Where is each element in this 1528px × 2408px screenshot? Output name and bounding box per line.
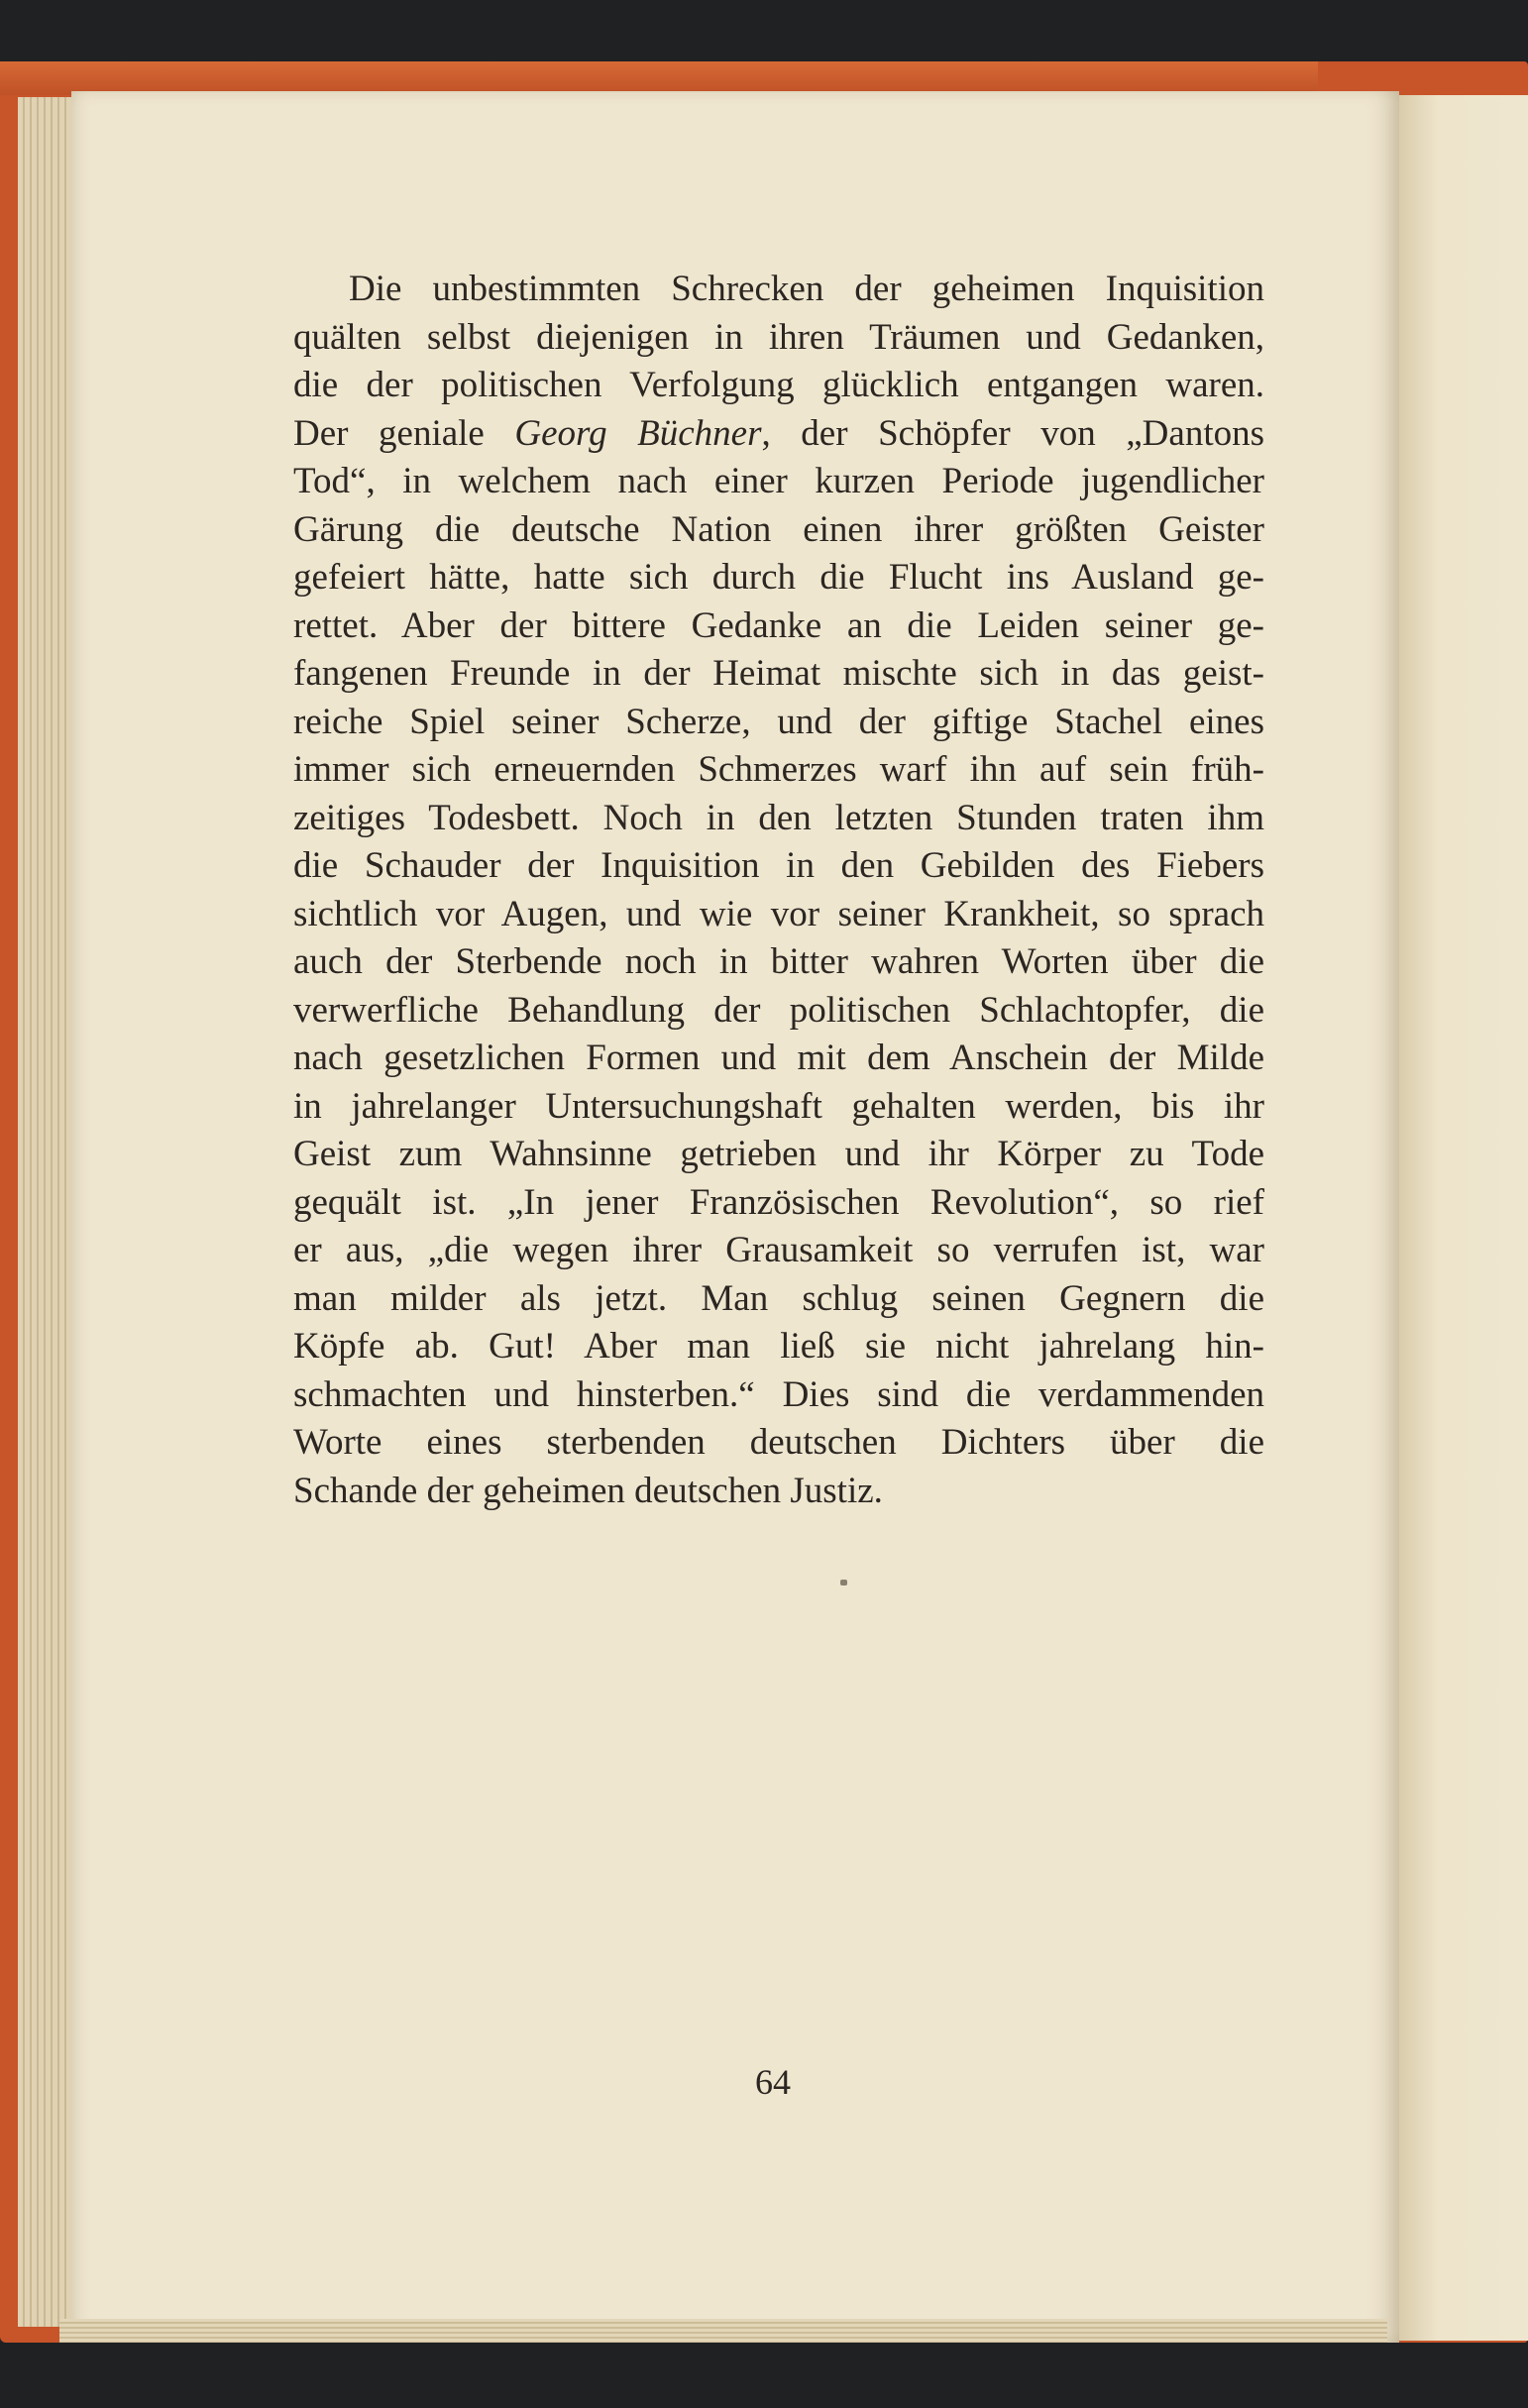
book-cover-top-edge bbox=[0, 61, 1318, 95]
text-line: rettet. Aber der bittere Gedanke an die Leiden seiner ge- bbox=[293, 604, 1264, 646]
ornament-dot bbox=[840, 1580, 847, 1586]
text-line: auch der Sterbende noch in bitter wahren Worten über die bbox=[293, 941, 1264, 982]
text-line: zeitiges Todesbett. Noch in den letzten Stunden traten ihm bbox=[293, 797, 1264, 838]
text-segment: , der Schöpfer von „Dantons bbox=[761, 412, 1265, 454]
text-line: er aus, „die wegen ihrer Grausamkeit so verrufen ist, war bbox=[293, 1230, 1264, 1270]
facing-page-edge bbox=[1399, 95, 1528, 2341]
text-line: in jahrelanger Untersuchungshaft gehalten werden, bis ihr bbox=[293, 1085, 1264, 1127]
text-line: Gärung die deutsche Nation einen ihrer größten Geister bbox=[293, 508, 1264, 550]
text-line: nach gesetzlichen Formen und mit dem Anschein der Milde bbox=[293, 1038, 1264, 1078]
text-line: sichtlich vor Augen, und wie vor seiner Krankheit, so sprach bbox=[293, 893, 1264, 934]
text-line: immer sich erneuernden Schmerzes warf ihn auf sein früh- bbox=[293, 749, 1264, 790]
text-line: gequält ist. „In jener Französischen Revolution“, so rief bbox=[293, 1181, 1264, 1223]
text-line: reiche Spiel seiner Scherze, und der giftige Stachel eines bbox=[293, 701, 1264, 742]
page-bottom-edges bbox=[59, 2319, 1387, 2343]
page-number: 64 bbox=[755, 2062, 791, 2102]
text-line: fangenen Freunde in der Heimat mischte sich in das geist- bbox=[293, 653, 1264, 694]
text-line: man milder als jetzt. Man schlug seinen Gegnern die bbox=[293, 1277, 1264, 1319]
text-line: Die unbestimmten Schrecken der geheimen Inquisition bbox=[349, 269, 1264, 309]
text-line: Tod“, in welchem nach einer kurzen Periode jugendlicher bbox=[293, 461, 1264, 501]
text-line: die Schauder der Inquisition in den Gebilden des Fiebers bbox=[293, 845, 1264, 886]
text-line-with-name bbox=[293, 410, 1264, 459]
text-line: Geist zum Wahnsinne getrieben und ihr Körper zu Tode bbox=[293, 1134, 1264, 1174]
body-text bbox=[293, 266, 1264, 1515]
text-segment: Der geniale bbox=[293, 412, 515, 454]
text-line: verwerfliche Behandlung der politischen Schlachtopfer, die bbox=[293, 989, 1264, 1031]
text-line: schmachten und hinsterben.“ Dies sind die verdammenden bbox=[293, 1373, 1264, 1415]
text-line: Schande der geheimen deutschen Justiz. bbox=[293, 1470, 883, 1511]
text-line: Worte eines sterbenden deutschen Dichters über die bbox=[293, 1422, 1264, 1463]
text-line: quälten selbst diejenigen in ihren Träumen und Gedanken, bbox=[293, 316, 1264, 358]
author-name: Georg Büchner bbox=[514, 412, 762, 454]
text-line: die der politischen Verfolgung glücklich entgangen waren. bbox=[293, 365, 1264, 405]
text-line: Köpfe ab. Gut! Aber man ließ sie nicht jahrelang hin- bbox=[293, 1326, 1264, 1367]
text-line: gefeiert hätte, hatte sich durch die Flucht ins Ausland ge- bbox=[293, 557, 1264, 598]
